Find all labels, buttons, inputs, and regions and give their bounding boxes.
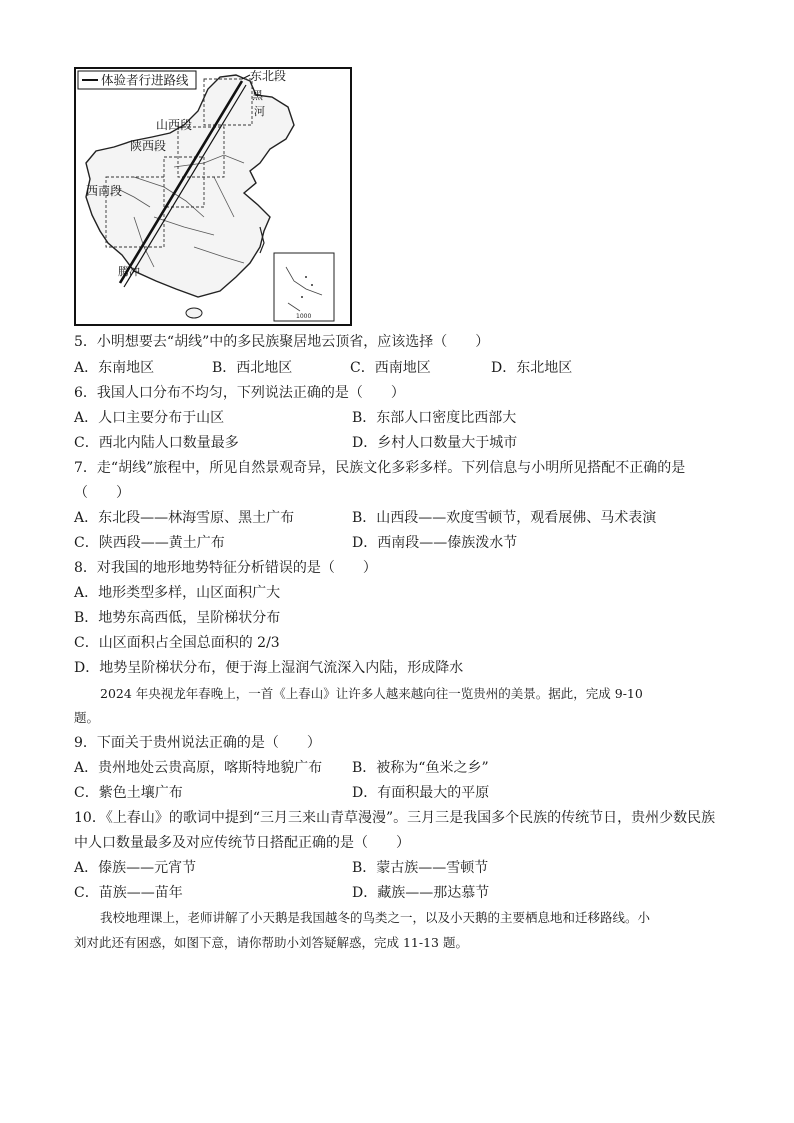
label-shaanxi: 陕西段 — [130, 139, 167, 153]
map-legend — [78, 71, 196, 89]
label-hei: 黑 — [252, 89, 263, 102]
scale-label: 1000 — [296, 313, 312, 320]
intro-11-13-line2: 刘对此还有困惑，如图下意，请你帮助小刘答疑解惑，完成 11-13 题。 — [74, 935, 468, 950]
q9-option-b: B．被称为“鱼米之乡” — [352, 760, 489, 776]
q10-option-d: D．藏族——那达慕节 — [352, 885, 490, 901]
q9-option-d: D．有面积最大的平原 — [352, 785, 490, 801]
label-he: 河 — [254, 105, 265, 118]
china-route-map — [74, 67, 352, 326]
label-northeast: 东北段 — [250, 69, 287, 83]
label-shanxi: 山西段 — [156, 118, 193, 132]
q7-stem: 7．走“胡线”旅程中，所见自然景观奇异，民族文化多彩多样。下列信息与小明所见搭配不正确的是 — [74, 460, 686, 476]
q9-option-c: C．紫色土壤广布 — [74, 785, 183, 801]
q9-stem: 9．下面关于贵州说法正确的是（ ） — [74, 735, 321, 751]
q6-option-c: C．西北内陆人口数量最多 — [74, 435, 239, 451]
q8-stem: 8．对我国的地形地势特征分析错误的是（ ） — [74, 560, 377, 576]
q8-option-d: D．地势呈阶梯状分布，便于海上湿润气流深入内陆，形成降水 — [74, 660, 464, 676]
q5-option-b: B．西北地区 — [212, 360, 293, 376]
q10-stem: 10．《上春山》的歌词中提到“三月三来山青草漫漫”。三月三是我国多个民族的传统节日，贵州少数民族 — [74, 810, 716, 826]
q6-option-b: B．东部人口密度比西部大 — [352, 410, 517, 426]
q5-stem: 5．小明想要去“胡线”中的多民族聚居地云顶省，应该选择（ ） — [74, 334, 490, 350]
q7-option-b: B．山西段——欢度雪顿节，观看展佛、马术表演 — [352, 510, 657, 526]
q7-option-c: C．陕西段——黄土广布 — [74, 535, 225, 551]
q7-option-a: A．东北段——林海雪原、黑土广布 — [74, 510, 295, 526]
q6-option-a: A．人口主要分布于山区 — [74, 410, 225, 426]
q8-option-a: A．地形类型多样，山区面积广大 — [74, 585, 281, 601]
q6-option-d: D．乡村人口数量大于城市 — [352, 435, 518, 451]
q10-option-b: B．蒙古族——雪顿节 — [352, 860, 489, 876]
q5-option-c: C．西南地区 — [350, 360, 431, 376]
q8-option-c: C．山区面积占全国总面积的 2/3 — [74, 635, 280, 651]
legend-label: 体验者行进路线 — [101, 72, 189, 88]
intro-9-10-line1: 2024 年央视龙年春晚上，一首《上春山》让许多人越来越向往一览贵州的美景。据此，完成 9-10 — [100, 686, 643, 701]
q8-option-b: B．地势东高西低，呈阶梯状分布 — [74, 610, 281, 626]
q10-stem-line2: 中人口数量最多及对应传统节日搭配正确的是（ ） — [74, 835, 410, 851]
intro-9-10-line2: 题。 — [74, 710, 100, 725]
q7-option-d: D．西南段——傣族泼水节 — [352, 535, 518, 551]
q7-stem-paren: （ ） — [74, 485, 130, 501]
q9-option-a: A．贵州地处云贵高原，喀斯特地貌广布 — [74, 760, 323, 776]
label-southwest: 西南段 — [86, 184, 123, 198]
q5-option-d: D．东北地区 — [491, 360, 573, 376]
q6-stem: 6．我国人口分布不均匀，下列说法正确的是（ ） — [74, 385, 405, 401]
q10-option-c: C．苗族——苗年 — [74, 885, 183, 901]
label-tengchong: 腾冲 — [118, 265, 140, 278]
q5-option-a: A．东南地区 — [74, 360, 155, 376]
hainan-island — [186, 308, 202, 318]
south-china-sea-inset — [274, 253, 334, 321]
q10-option-a: A．傣族——元宵节 — [74, 860, 197, 876]
intro-11-13-line1: 我校地理课上，老师讲解了小天鹅是我国越冬的鸟类之一，以及小天鹅的主要栖息地和迁移路线。小 — [100, 910, 651, 925]
